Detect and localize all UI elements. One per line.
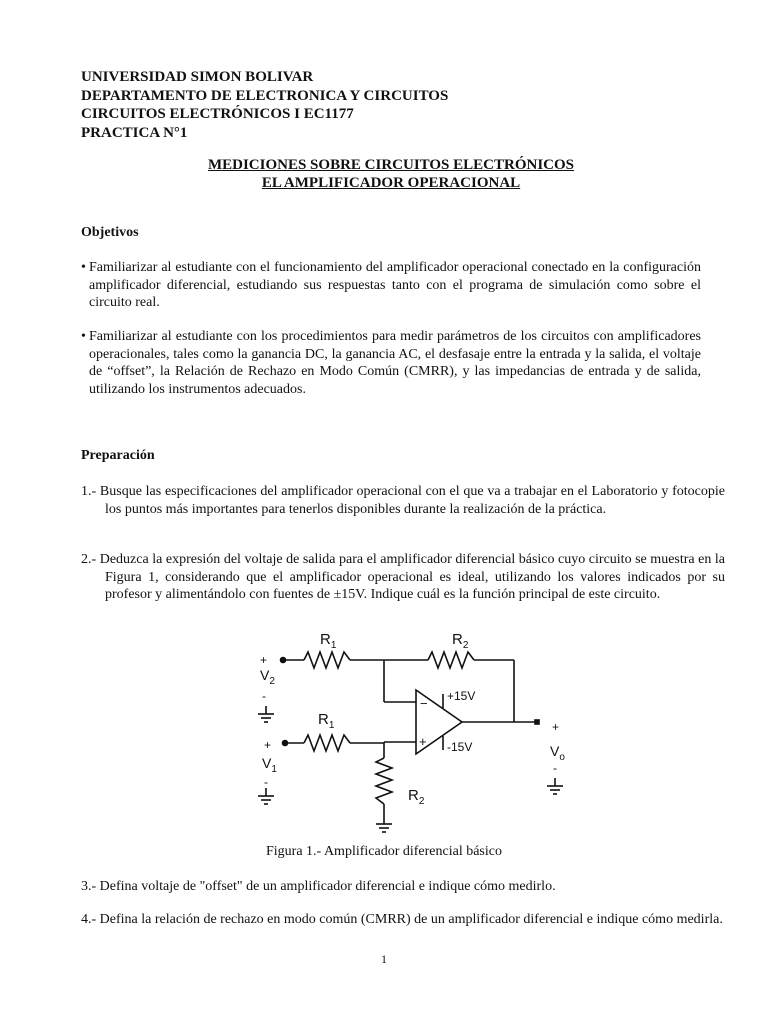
v2-plus-label: +: [260, 653, 268, 667]
item-text: Busque las especificaciones del amplificador operacional con el que va a trabajar en el Laboratorio y fotocopie los puntos más importantes para tenerlos disponibles durante la realización de la práctica.: [99, 484, 725, 517]
item-number: 4.-: [81, 912, 97, 927]
preparation-item: [81, 911, 725, 929]
department-name: DEPARTAMENTO DE ELECTRONICA Y CIRCUITOS: [81, 87, 449, 104]
preparation-item: [81, 551, 725, 604]
bullet-icon: •: [81, 329, 86, 344]
r1-bottom-resistor: [304, 735, 350, 751]
r2-feedback-label: $R_2$: [452, 631, 469, 651]
document-title: [81, 156, 701, 192]
objectives-heading: Objetivos: [81, 225, 139, 240]
v1-label: $V_1$: [262, 755, 277, 775]
practice-number: PRACTICA N°1: [81, 124, 188, 141]
differential-amplifier-circuit: [240, 620, 580, 840]
item-number: 3.-: [81, 879, 97, 894]
bullet-icon: •: [81, 260, 86, 275]
non-inverting-input-label: +: [419, 734, 427, 749]
title-line-1: MEDICIONES SOBRE CIRCUITOS ELECTRÓNICOS: [207, 157, 575, 173]
figure-caption: Figura 1.- Amplificador diferencial básico: [266, 844, 502, 859]
item-text: Defina la relación de rechazo en modo común (CMRR) de un amplificador diferencial e indique cómo medirla.: [99, 912, 723, 927]
vo-plus-label: +: [552, 720, 560, 734]
v2-terminal: [281, 658, 286, 663]
v2-label: $V_2$: [260, 667, 275, 687]
r1-bottom-label: $R_1$: [318, 711, 335, 731]
r2-ground-resistor: [376, 758, 392, 804]
output-terminal: [535, 720, 539, 724]
item-text: Deduzca la expresión del voltaje de salida para el amplificador diferencial básico cuyo circuito se muestra en la Figura 1, considerando que el amplificador operacional es ideal, utilizando los valores indicados por su profesor y alimentándolo con fuentes de ±15V. Indique cuál es la función principal de este circuito.: [99, 552, 726, 602]
v1-plus-label: +: [264, 738, 272, 752]
r2-ground-label: $R_2$: [408, 787, 425, 807]
preparation-item: [81, 878, 725, 896]
r1-top-label: $R_1$: [320, 631, 337, 651]
university-name: UNIVERSIDAD SIMON BOLIVAR: [81, 69, 314, 85]
v1-minus-label: -: [264, 775, 268, 789]
inverting-input-label: −: [420, 696, 428, 711]
negative-supply-label: -15V: [447, 740, 473, 754]
title-line-2: EL AMPLIFICADOR OPERACIONAL: [261, 175, 521, 191]
objective-item: [81, 328, 701, 398]
item-text: Defina voltaje de "offset" de un amplificador diferencial e indique cómo medirlo.: [99, 879, 556, 894]
r1-top-resistor: [304, 652, 350, 668]
course-name: CIRCUITOS ELECTRÓNICOS I EC1177: [81, 106, 354, 122]
preparation-heading: Preparación: [81, 448, 155, 463]
objective-text: Familiarizar al estudiante con los procedimientos para medir parámetros de los circuitos con amplificadores operacionales, tales como la ganancia DC, la ganancia AC, el desfasaje entre la entrada y la salida, el voltaje de “offset”, la Relación de Rechazo en Modo Común (CMRR), y las impedancias de entrada y de salida, utilizando los instrumentos adecuados.: [89, 329, 701, 397]
objective-item: [81, 259, 701, 312]
document-header: [81, 68, 448, 142]
item-number: 1.-: [81, 484, 97, 499]
preparation-item: [81, 483, 725, 518]
positive-supply-label: +15V: [447, 689, 476, 703]
item-number: 2.-: [81, 552, 97, 567]
page-number: 1: [381, 952, 387, 966]
v2-minus-label: -: [262, 689, 266, 703]
objective-text: Familiarizar al estudiante con el funcionamiento del amplificador operacional conectado en la configuración amplificador diferencial, estudiando sus respuestas tanto con el programa de simulación como sobre el circuito real.: [89, 260, 701, 310]
v1-terminal: [283, 741, 288, 746]
r2-feedback-resistor: [428, 652, 474, 668]
vo-label: $V_o$: [550, 743, 565, 763]
vo-minus-label: -: [553, 761, 557, 775]
